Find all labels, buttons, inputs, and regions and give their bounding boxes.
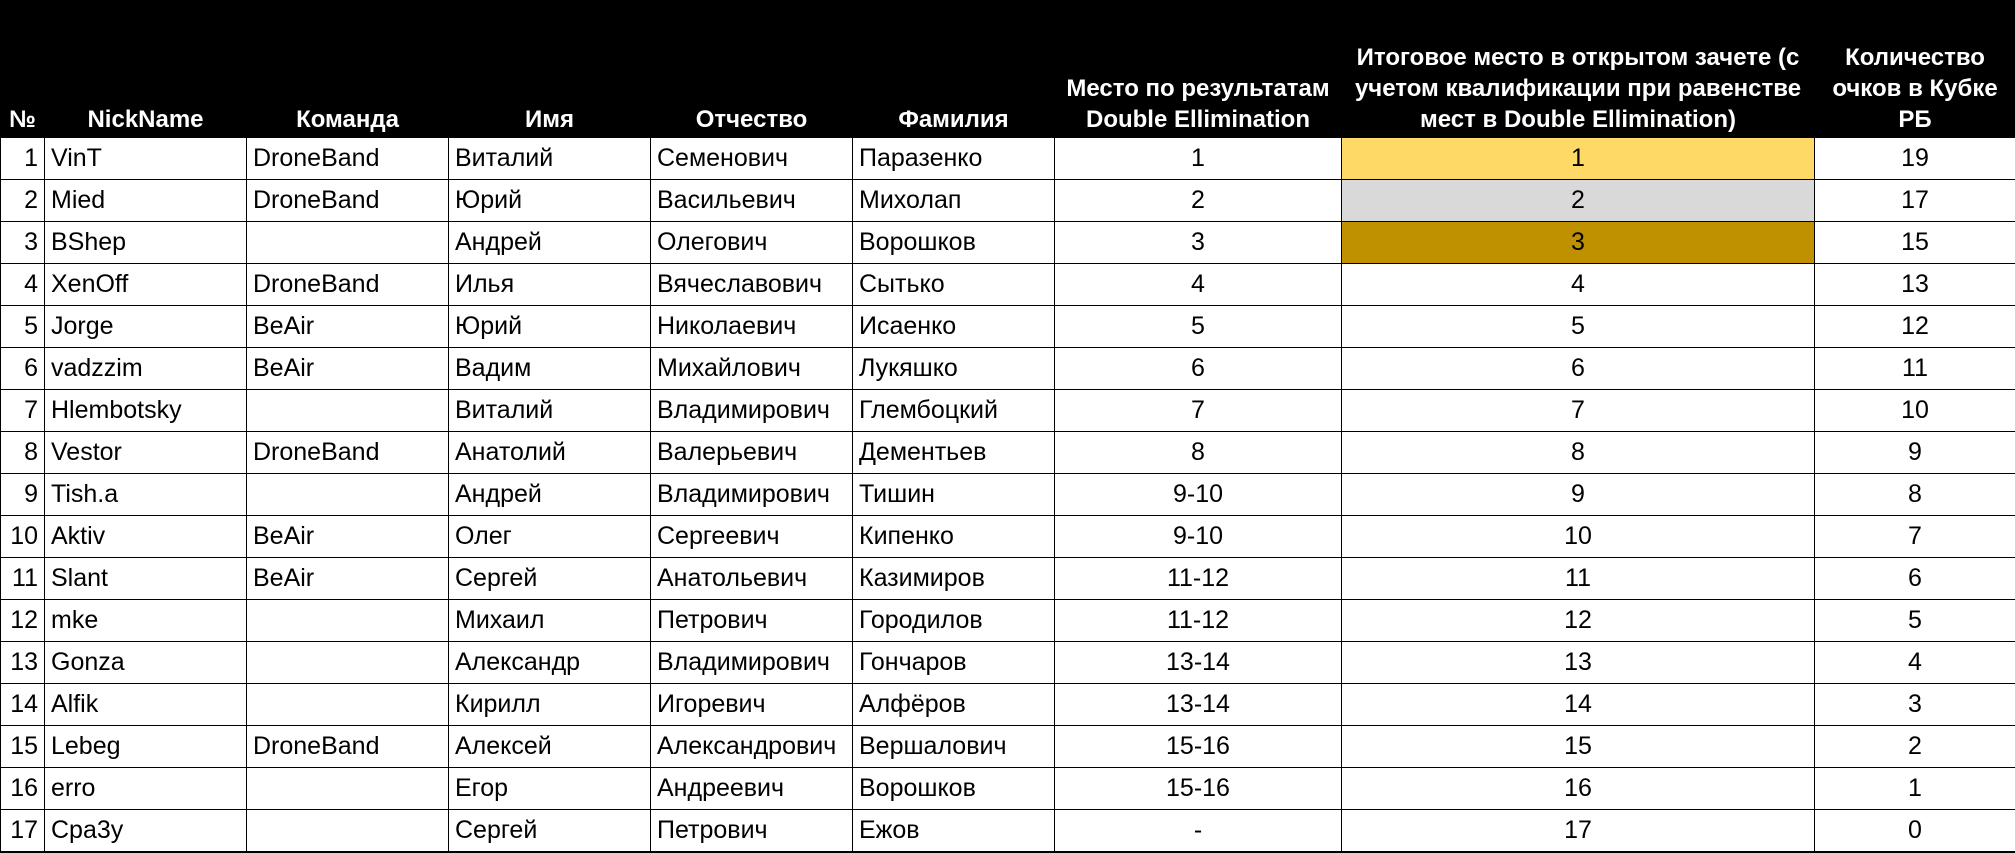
cell-surname: Кипенко (853, 516, 1055, 558)
cell-first-name: Алексей (449, 726, 651, 768)
cell-nickname: Vestor (45, 432, 247, 474)
cell-first-name: Сергей (449, 558, 651, 600)
cell-de-place: 9-10 (1055, 516, 1342, 558)
table-row (1, 222, 2015, 264)
cell-nickname: Сра3у (45, 810, 247, 852)
cell-points: 15 (1815, 222, 2015, 264)
table-row (1, 306, 2015, 348)
table-row (1, 726, 2015, 768)
cell-patronymic: Петрович (651, 600, 853, 642)
cell-num: 13 (1, 642, 45, 684)
cell-points: 3 (1815, 684, 2015, 726)
cell-first-name: Андрей (449, 222, 651, 264)
cell-surname: Алфёров (853, 684, 1055, 726)
cell-patronymic: Семенович (651, 138, 853, 180)
cell-first-name: Андрей (449, 474, 651, 516)
cell-patronymic: Васильевич (651, 180, 853, 222)
header-final-place: Итоговое место в открытом зачете (с учетом квалификации при равенстве мест в Double Ellimination) (1342, 1, 1815, 138)
cell-de-place: 3 (1055, 222, 1342, 264)
cell-team (247, 390, 449, 432)
cell-team: BeAir (247, 558, 449, 600)
cell-surname: Ворошков (853, 222, 1055, 264)
cell-de-place: 13-14 (1055, 684, 1342, 726)
cell-de-place: - (1055, 810, 1342, 852)
cell-patronymic: Валерьевич (651, 432, 853, 474)
cell-patronymic: Олегович (651, 222, 853, 264)
cell-team: BeAir (247, 348, 449, 390)
cell-final-place: 4 (1342, 264, 1815, 306)
cell-points: 7 (1815, 516, 2015, 558)
cell-team: DroneBand (247, 138, 449, 180)
table-row (1, 558, 2015, 600)
cell-first-name: Александр (449, 642, 651, 684)
cell-patronymic: Николаевич (651, 306, 853, 348)
header-nickname: NickName (45, 1, 247, 138)
cell-patronymic: Владимирович (651, 474, 853, 516)
cell-patronymic: Анатольевич (651, 558, 853, 600)
cell-points: 5 (1815, 600, 2015, 642)
cell-final-place: 10 (1342, 516, 1815, 558)
cell-points: 0 (1815, 810, 2015, 852)
cell-team (247, 810, 449, 852)
cell-points: 17 (1815, 180, 2015, 222)
cell-patronymic: Вячеславович (651, 264, 853, 306)
cell-final-place: 16 (1342, 768, 1815, 810)
cell-first-name: Вадим (449, 348, 651, 390)
cell-num: 10 (1, 516, 45, 558)
cell-points: 13 (1815, 264, 2015, 306)
cell-de-place: 13-14 (1055, 642, 1342, 684)
cell-team (247, 768, 449, 810)
cell-de-place: 1 (1055, 138, 1342, 180)
cell-points: 9 (1815, 432, 2015, 474)
cell-points: 10 (1815, 390, 2015, 432)
cell-nickname: BShep (45, 222, 247, 264)
cell-num: 7 (1, 390, 45, 432)
cell-num: 15 (1, 726, 45, 768)
cell-de-place: 11-12 (1055, 600, 1342, 642)
cell-de-place: 15-16 (1055, 726, 1342, 768)
table-row (1, 642, 2015, 684)
cell-nickname: Aktiv (45, 516, 247, 558)
cell-final-place: 3 (1342, 222, 1815, 264)
cell-team (247, 600, 449, 642)
cell-num: 3 (1, 222, 45, 264)
cell-final-place: 11 (1342, 558, 1815, 600)
cell-num: 17 (1, 810, 45, 852)
cell-points: 8 (1815, 474, 2015, 516)
cell-patronymic: Владимирович (651, 390, 853, 432)
cell-nickname: Slant (45, 558, 247, 600)
cell-first-name: Илья (449, 264, 651, 306)
cell-num: 5 (1, 306, 45, 348)
cell-nickname: Jorge (45, 306, 247, 348)
cell-surname: Дементьев (853, 432, 1055, 474)
cell-num: 1 (1, 138, 45, 180)
cell-team: DroneBand (247, 264, 449, 306)
cell-final-place: 13 (1342, 642, 1815, 684)
cell-surname: Паразенко (853, 138, 1055, 180)
table-row (1, 390, 2015, 432)
cell-de-place: 2 (1055, 180, 1342, 222)
cell-points: 12 (1815, 306, 2015, 348)
header-first-name: Имя (449, 1, 651, 138)
cell-surname: Лукяшко (853, 348, 1055, 390)
cell-team: DroneBand (247, 180, 449, 222)
cell-points: 1 (1815, 768, 2015, 810)
cell-points: 4 (1815, 642, 2015, 684)
cell-points: 19 (1815, 138, 2015, 180)
cell-first-name: Кирилл (449, 684, 651, 726)
cell-surname: Исаенко (853, 306, 1055, 348)
cell-surname: Ворошков (853, 768, 1055, 810)
cell-team: BeAir (247, 306, 449, 348)
cell-surname: Тишин (853, 474, 1055, 516)
cell-surname: Вершалович (853, 726, 1055, 768)
cell-num: 14 (1, 684, 45, 726)
cell-patronymic: Михайлович (651, 348, 853, 390)
cell-nickname: Mied (45, 180, 247, 222)
cell-surname: Казимиров (853, 558, 1055, 600)
table-row (1, 180, 2015, 222)
cell-nickname: VinT (45, 138, 247, 180)
cell-final-place: 1 (1342, 138, 1815, 180)
table-row (1, 264, 2015, 306)
cell-first-name: Виталий (449, 138, 651, 180)
cell-patronymic: Владимирович (651, 642, 853, 684)
cell-first-name: Анатолий (449, 432, 651, 474)
cell-num: 16 (1, 768, 45, 810)
cell-surname: Сытько (853, 264, 1055, 306)
cell-de-place: 9-10 (1055, 474, 1342, 516)
cell-surname: Городилов (853, 600, 1055, 642)
cell-num: 11 (1, 558, 45, 600)
table-row (1, 516, 2015, 558)
cell-num: 6 (1, 348, 45, 390)
table-row (1, 138, 2015, 180)
table-row (1, 432, 2015, 474)
cell-final-place: 7 (1342, 390, 1815, 432)
table-row (1, 684, 2015, 726)
cell-first-name: Егор (449, 768, 651, 810)
cell-nickname: Lebeg (45, 726, 247, 768)
cell-final-place: 14 (1342, 684, 1815, 726)
cell-final-place: 6 (1342, 348, 1815, 390)
cell-first-name: Сергей (449, 810, 651, 852)
cell-final-place: 5 (1342, 306, 1815, 348)
header-points: Количество очков в Кубке РБ (1815, 1, 2015, 138)
cell-de-place: 11-12 (1055, 558, 1342, 600)
cell-team (247, 642, 449, 684)
cell-final-place: 2 (1342, 180, 1815, 222)
cell-de-place: 5 (1055, 306, 1342, 348)
table-row (1, 348, 2015, 390)
cell-nickname: Gonza (45, 642, 247, 684)
cell-de-place: 8 (1055, 432, 1342, 474)
cell-first-name: Юрий (449, 306, 651, 348)
table-body (1, 138, 2015, 852)
cell-points: 2 (1815, 726, 2015, 768)
cell-nickname: erro (45, 768, 247, 810)
cell-num: 12 (1, 600, 45, 642)
cell-team (247, 222, 449, 264)
cell-nickname: mke (45, 600, 247, 642)
cell-first-name: Виталий (449, 390, 651, 432)
header-de-place: Место по результатам Double Ellimination (1055, 1, 1342, 138)
cell-patronymic: Сергеевич (651, 516, 853, 558)
cell-team: DroneBand (247, 432, 449, 474)
cell-surname: Михолап (853, 180, 1055, 222)
header-row (1, 1, 2015, 138)
cell-final-place: 12 (1342, 600, 1815, 642)
header-team: Команда (247, 1, 449, 138)
cell-first-name: Олег (449, 516, 651, 558)
cell-team: DroneBand (247, 726, 449, 768)
cell-de-place: 15-16 (1055, 768, 1342, 810)
cell-de-place: 6 (1055, 348, 1342, 390)
cell-nickname: Tish.a (45, 474, 247, 516)
cell-num: 2 (1, 180, 45, 222)
cell-first-name: Михаил (449, 600, 651, 642)
cell-patronymic: Андреевич (651, 768, 853, 810)
cell-de-place: 7 (1055, 390, 1342, 432)
cell-team: BeAir (247, 516, 449, 558)
cell-team (247, 474, 449, 516)
cell-first-name: Юрий (449, 180, 651, 222)
cell-final-place: 15 (1342, 726, 1815, 768)
table-row (1, 474, 2015, 516)
cell-num: 8 (1, 432, 45, 474)
cell-patronymic: Игоревич (651, 684, 853, 726)
cell-final-place: 8 (1342, 432, 1815, 474)
header-patronymic: Отчество (651, 1, 853, 138)
table-row (1, 810, 2015, 852)
cell-num: 9 (1, 474, 45, 516)
header-surname: Фамилия (853, 1, 1055, 138)
cell-nickname: vadzzim (45, 348, 247, 390)
cell-final-place: 9 (1342, 474, 1815, 516)
cell-nickname: XenOff (45, 264, 247, 306)
cell-patronymic: Александрович (651, 726, 853, 768)
cell-team (247, 684, 449, 726)
cell-de-place: 4 (1055, 264, 1342, 306)
cell-num: 4 (1, 264, 45, 306)
table-row (1, 600, 2015, 642)
header-num: № (1, 1, 45, 138)
cell-nickname: Hlembotsky (45, 390, 247, 432)
table-row (1, 768, 2015, 810)
cell-nickname: Alfik (45, 684, 247, 726)
cell-final-place: 17 (1342, 810, 1815, 852)
cell-points: 11 (1815, 348, 2015, 390)
cell-surname: Ежов (853, 810, 1055, 852)
cell-patronymic: Петрович (651, 810, 853, 852)
cell-surname: Гончаров (853, 642, 1055, 684)
cell-surname: Глембоцкий (853, 390, 1055, 432)
cell-points: 6 (1815, 558, 2015, 600)
